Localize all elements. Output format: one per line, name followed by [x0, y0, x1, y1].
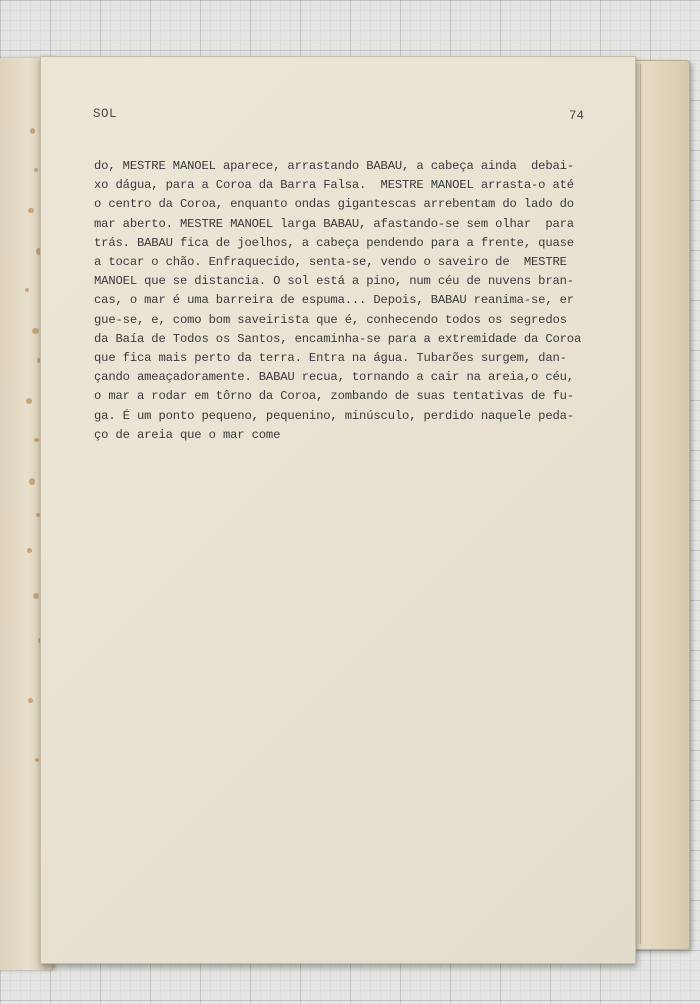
text-line: o mar a rodar em tôrno da Coroa, zombando de suas tentativas de fu-	[94, 389, 574, 404]
foxing-spot	[32, 328, 39, 334]
text-line: da Baía de Todos os Santos, encaminha-se para a extremidade da Coroa	[94, 331, 582, 346]
body-text	[94, 157, 634, 445]
foxing-spot	[27, 548, 32, 553]
text-line: que fica mais perto da terra. Entra na água. Tubarões surgem, dan-	[94, 351, 567, 366]
foxing-spot	[28, 208, 34, 213]
foxing-spot	[33, 593, 39, 599]
foxing-spot	[29, 478, 35, 485]
text-line: do, MESTRE MANOEL aparece, arrastando BABAU, a cabeça ainda debai-	[94, 159, 574, 173]
text-line: MANOEL que se distancia. O sol está a pino, num céu de nuvens bran-	[94, 274, 574, 289]
text-line: gue-se, e, como bom saveirista que é, conhecendo todos os segredos	[94, 312, 567, 327]
foxing-spot	[26, 398, 32, 404]
text-line: a tocar o chão. Enfraquecido, senta-se, vendo o saveiro de MESTRE	[94, 255, 567, 270]
text-line: o centro da Coroa, enquanto ondas gigantescas arrebentam do lado do	[94, 197, 574, 212]
page-number: 74	[569, 109, 585, 123]
text-line: ço de areia que o mar come	[94, 427, 281, 442]
text-line: xo dágua, para a Coroa da Barra Falsa. MESTRE MANOEL arrasta-o até	[94, 178, 574, 193]
text-line: çando ameaçadoramente. BABAU recua, tornando a cair na areia,o céu,	[94, 370, 574, 385]
text-line: mar aberto. MESTRE MANOEL larga BABAU, afastando-se sem olhar para	[94, 216, 574, 231]
foxing-spot	[30, 128, 35, 134]
foxing-spot	[25, 288, 29, 292]
manuscript-page	[40, 56, 636, 964]
foxing-spot	[28, 698, 33, 703]
text-line: ga. É um ponto pequeno, pequenino, minúsculo, perdido naquele peda-	[94, 408, 574, 423]
text-line: trás. BABAU fica de joelhos, a cabeça pendendo para a frente, quase	[94, 235, 574, 250]
foxing-spot	[35, 758, 39, 762]
foxing-spot	[34, 168, 38, 172]
text-line: cas, o mar é uma barreira de espuma... Depois, BABAU reanima-se, er	[94, 293, 574, 308]
running-header: SOL	[93, 107, 118, 121]
foxing-spot	[34, 438, 39, 442]
